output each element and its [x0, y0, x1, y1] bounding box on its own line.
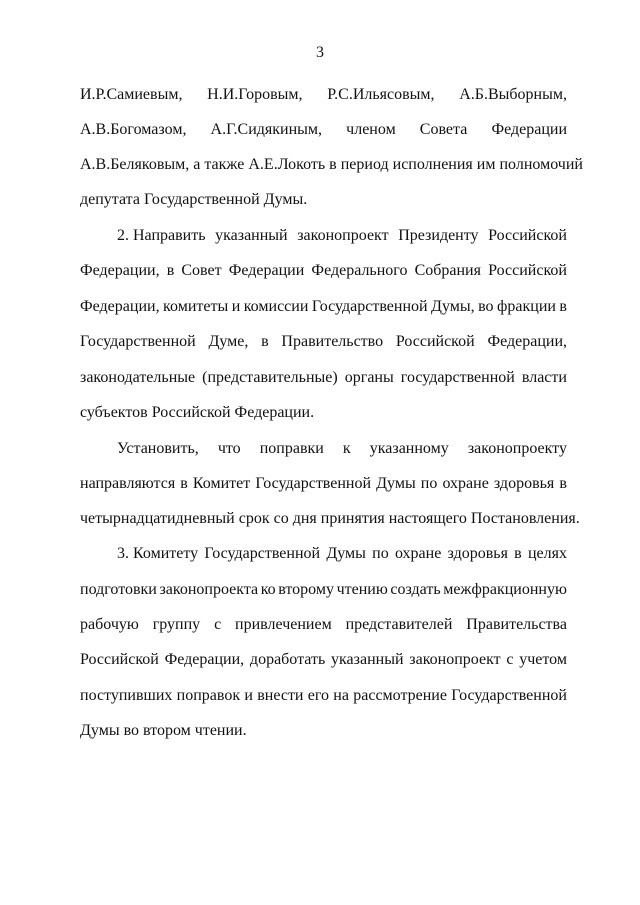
word: поправки	[259, 440, 324, 457]
word: Федерации	[491, 121, 567, 138]
word: целях	[527, 545, 567, 562]
word: в	[559, 298, 567, 315]
text-line	[80, 368, 567, 388]
word: Президенту	[398, 227, 479, 244]
word: законопроект	[297, 227, 389, 244]
word: комитеты	[163, 298, 229, 315]
text-line	[80, 615, 567, 635]
word: Государственной	[451, 687, 567, 704]
word: охране	[394, 545, 442, 562]
word: на	[333, 687, 349, 704]
word: охране	[442, 475, 489, 492]
text-line: Думы во втором чтении.	[80, 722, 247, 739]
word: по	[420, 475, 438, 492]
text-line	[80, 580, 567, 600]
word: его	[307, 687, 330, 704]
word: представителей	[345, 616, 453, 633]
word: Государственной	[311, 298, 428, 315]
word: что	[217, 440, 241, 457]
text-line	[80, 120, 567, 140]
word: Федерации,	[487, 333, 567, 350]
word: с	[214, 616, 222, 633]
word: в	[559, 475, 567, 492]
word: 2. Направить	[117, 227, 206, 244]
word: Совета	[419, 121, 468, 138]
text-line	[80, 85, 567, 105]
word: Правительство	[281, 333, 384, 350]
text-line	[80, 261, 567, 281]
word: власти	[521, 369, 567, 386]
word: Установить,	[117, 440, 199, 457]
word: 3. Комитету	[117, 545, 199, 562]
word: ко	[260, 581, 276, 598]
word: Собрания	[414, 262, 481, 279]
word: Государственной	[80, 333, 196, 350]
word: по	[372, 545, 389, 562]
word: Думы,	[431, 298, 475, 315]
word: группу	[152, 616, 201, 633]
word: Думы	[376, 475, 416, 492]
word: в	[514, 545, 522, 562]
word: в	[166, 262, 175, 279]
text-line	[80, 650, 567, 670]
word: рассмотрение	[353, 687, 447, 704]
word: Правительства	[466, 616, 567, 633]
word: и	[244, 687, 253, 704]
word: И.Р.Самиевым,	[80, 86, 183, 103]
word: Федерации,	[80, 262, 160, 279]
word: привлечением	[235, 616, 332, 633]
word: Р.С.Ильясовым,	[327, 86, 435, 103]
word: поправок	[176, 687, 241, 704]
text-line	[117, 544, 567, 564]
word: Государственной	[204, 545, 321, 562]
word: указанный	[331, 651, 404, 668]
word: Российской	[488, 262, 567, 279]
word: внести	[257, 687, 304, 704]
word: Федерального	[311, 262, 408, 279]
word: А.Г.Сидякиным,	[210, 121, 323, 138]
word: второму	[278, 581, 334, 598]
word: поступивших	[80, 687, 173, 704]
word: создать	[390, 581, 441, 598]
word: органы	[344, 369, 394, 386]
text-line: А.В.Беляковым, а также А.Е.Локоть в период исполнения им полномочий	[80, 156, 583, 173]
word: указанный	[215, 227, 288, 244]
word: законодательные	[80, 369, 196, 386]
word: А.Б.Выборным,	[459, 86, 567, 103]
word: Российской	[488, 227, 567, 244]
text-line	[117, 226, 567, 246]
word: Думе,	[208, 333, 249, 350]
word: во	[478, 298, 494, 315]
word: Совет	[181, 262, 222, 279]
text-line: депутата Государственной Думы.	[80, 191, 308, 208]
page-number: 3	[316, 44, 324, 61]
word: в	[180, 475, 188, 492]
word: Комитет	[192, 475, 251, 492]
text-line	[80, 332, 567, 352]
word: государственной	[400, 369, 515, 386]
word: доработать	[249, 651, 326, 668]
word: членом	[346, 121, 396, 138]
text-line: субъектов Российской Федерации.	[80, 404, 315, 421]
word: к	[342, 440, 351, 457]
word: (представительные)	[202, 369, 338, 386]
word: подготовки	[80, 581, 157, 598]
word: Федерации,	[80, 298, 160, 315]
word: Н.И.Горовым,	[207, 86, 303, 103]
word: законопроекта	[159, 581, 259, 598]
text-line: четырнадцатидневный срок со дня принятия настоящего Постановления.	[80, 510, 580, 527]
word: межфракционную	[443, 581, 567, 598]
word: указанному	[369, 440, 449, 457]
word: и	[231, 298, 241, 315]
text-line	[117, 439, 567, 459]
text-line	[80, 297, 567, 317]
word: А.В.Богомазом,	[80, 121, 187, 138]
word: законопроект	[409, 651, 501, 668]
text-line	[80, 474, 567, 494]
word: направляются	[80, 475, 176, 492]
word: фракции	[497, 298, 556, 315]
word: законопроекту	[467, 440, 567, 457]
word: Федерации	[228, 262, 305, 279]
word: в	[261, 333, 269, 350]
word: Государственной	[255, 475, 372, 492]
word: здоровья	[447, 545, 508, 562]
word: здоровья	[493, 475, 555, 492]
word: с	[506, 651, 514, 668]
word: Думы	[326, 545, 366, 562]
word: рабочую	[80, 616, 139, 633]
text-line	[80, 686, 567, 706]
word: Российской	[395, 333, 475, 350]
word: комиссии	[243, 298, 309, 315]
word: Российской	[80, 651, 159, 668]
word: учетом	[519, 651, 567, 668]
word: чтению	[336, 581, 388, 598]
word: Федерации,	[164, 651, 245, 668]
